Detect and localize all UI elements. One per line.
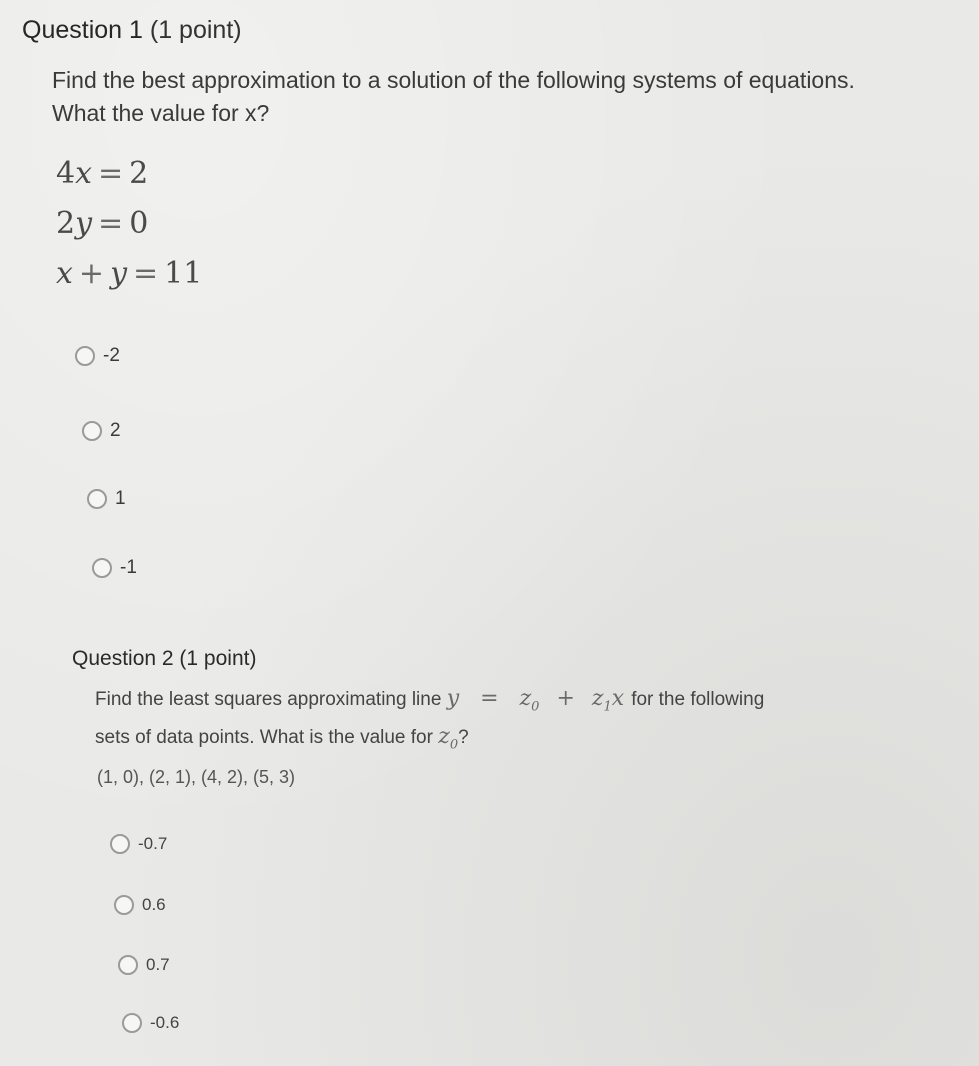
- radio-button[interactable]: [122, 1013, 142, 1033]
- question-2-heading: [72, 647, 256, 671]
- equation-3-plus: +: [78, 256, 105, 291]
- radio-button[interactable]: [114, 895, 134, 915]
- question-mark: ?: [458, 727, 469, 749]
- question-2-prompt-text-a: Find the least squares approximating line: [95, 689, 442, 710]
- question-1-option-2[interactable]: [82, 420, 121, 442]
- question-1-prompt-line-2: What the value for x?: [52, 100, 270, 126]
- question-2-prompt-text-c: sets of data points. What is the value for: [95, 727, 433, 749]
- equation-3-var-x: x: [56, 256, 73, 291]
- question-1-points: (1 point): [149, 16, 242, 44]
- question-1-option-4[interactable]: [92, 557, 137, 579]
- equation-y: y: [446, 686, 460, 711]
- option-label: -0.7: [138, 834, 168, 853]
- radio-button[interactable]: [92, 558, 112, 578]
- option-label: -0.6: [150, 1013, 180, 1032]
- question-1-option-1[interactable]: [75, 345, 120, 367]
- question-1-prompt-line-1: Find the best approximation to a solution of the following systems of equations.: [52, 67, 855, 93]
- question-2-points: (1 point): [179, 647, 257, 670]
- equation-1: [56, 156, 148, 191]
- question-1-prompt: [52, 64, 855, 130]
- question-2-option-3[interactable]: [118, 955, 170, 975]
- question-2-option-2[interactable]: [114, 895, 166, 915]
- equation-equals: =: [480, 686, 499, 711]
- question-2-prompt-line-1: [95, 684, 764, 722]
- option-label: -2: [103, 345, 120, 366]
- radio-button[interactable]: [118, 955, 138, 975]
- equation-z1: z: [591, 686, 604, 711]
- question-1-heading: [22, 16, 242, 45]
- option-label: 2: [110, 420, 121, 441]
- option-label: 0.6: [142, 895, 166, 914]
- z0-symbol-z: z: [438, 724, 450, 750]
- question-2-option-4[interactable]: [122, 1013, 179, 1033]
- radio-button[interactable]: [75, 346, 95, 366]
- option-label: -1: [120, 557, 137, 578]
- equation-2-coef: 2: [56, 206, 76, 241]
- equation-3-var-y: y: [110, 256, 128, 291]
- equation-x: x: [611, 686, 625, 711]
- equation-2-var: y: [75, 206, 93, 241]
- equation-1-equals: =: [98, 156, 124, 191]
- question-2-prompt: [95, 684, 764, 761]
- equation-1-rhs: 2: [129, 156, 149, 191]
- equation-3-rhs: 11: [164, 256, 203, 291]
- equation-2: [56, 206, 148, 241]
- option-label: 1: [115, 488, 126, 509]
- radio-button[interactable]: [87, 489, 107, 509]
- z0-symbol-subscript: 0: [449, 737, 459, 753]
- option-label: 0.7: [146, 955, 170, 974]
- question-1-option-3[interactable]: [87, 488, 126, 510]
- equation-3-equals: =: [133, 256, 159, 291]
- radio-button[interactable]: [82, 421, 102, 441]
- equation-z0-subscript: 0: [531, 699, 540, 715]
- equation-1-coef: 4: [56, 156, 76, 191]
- data-points: (1, 0), (2, 1), (4, 2), (5, 3): [97, 767, 296, 787]
- question-2-prompt-text-b: for the following: [631, 689, 765, 710]
- question-2-option-1[interactable]: [110, 834, 167, 854]
- z0-symbol: [438, 724, 459, 753]
- equation-plus: +: [556, 686, 575, 711]
- equation-2-rhs: 0: [129, 206, 149, 241]
- question-1-title: Question 1: [22, 16, 143, 44]
- equation-1-var: x: [75, 156, 93, 191]
- question-2-title: Question 2: [72, 647, 174, 670]
- question-2-prompt-line-2: [95, 722, 764, 760]
- equation-2-equals: =: [98, 206, 124, 241]
- equation-z1-subscript: 1: [603, 699, 612, 715]
- line-equation: [446, 686, 631, 715]
- radio-button[interactable]: [110, 834, 130, 854]
- equation-z0: z: [519, 686, 532, 711]
- equation-3: [56, 256, 202, 291]
